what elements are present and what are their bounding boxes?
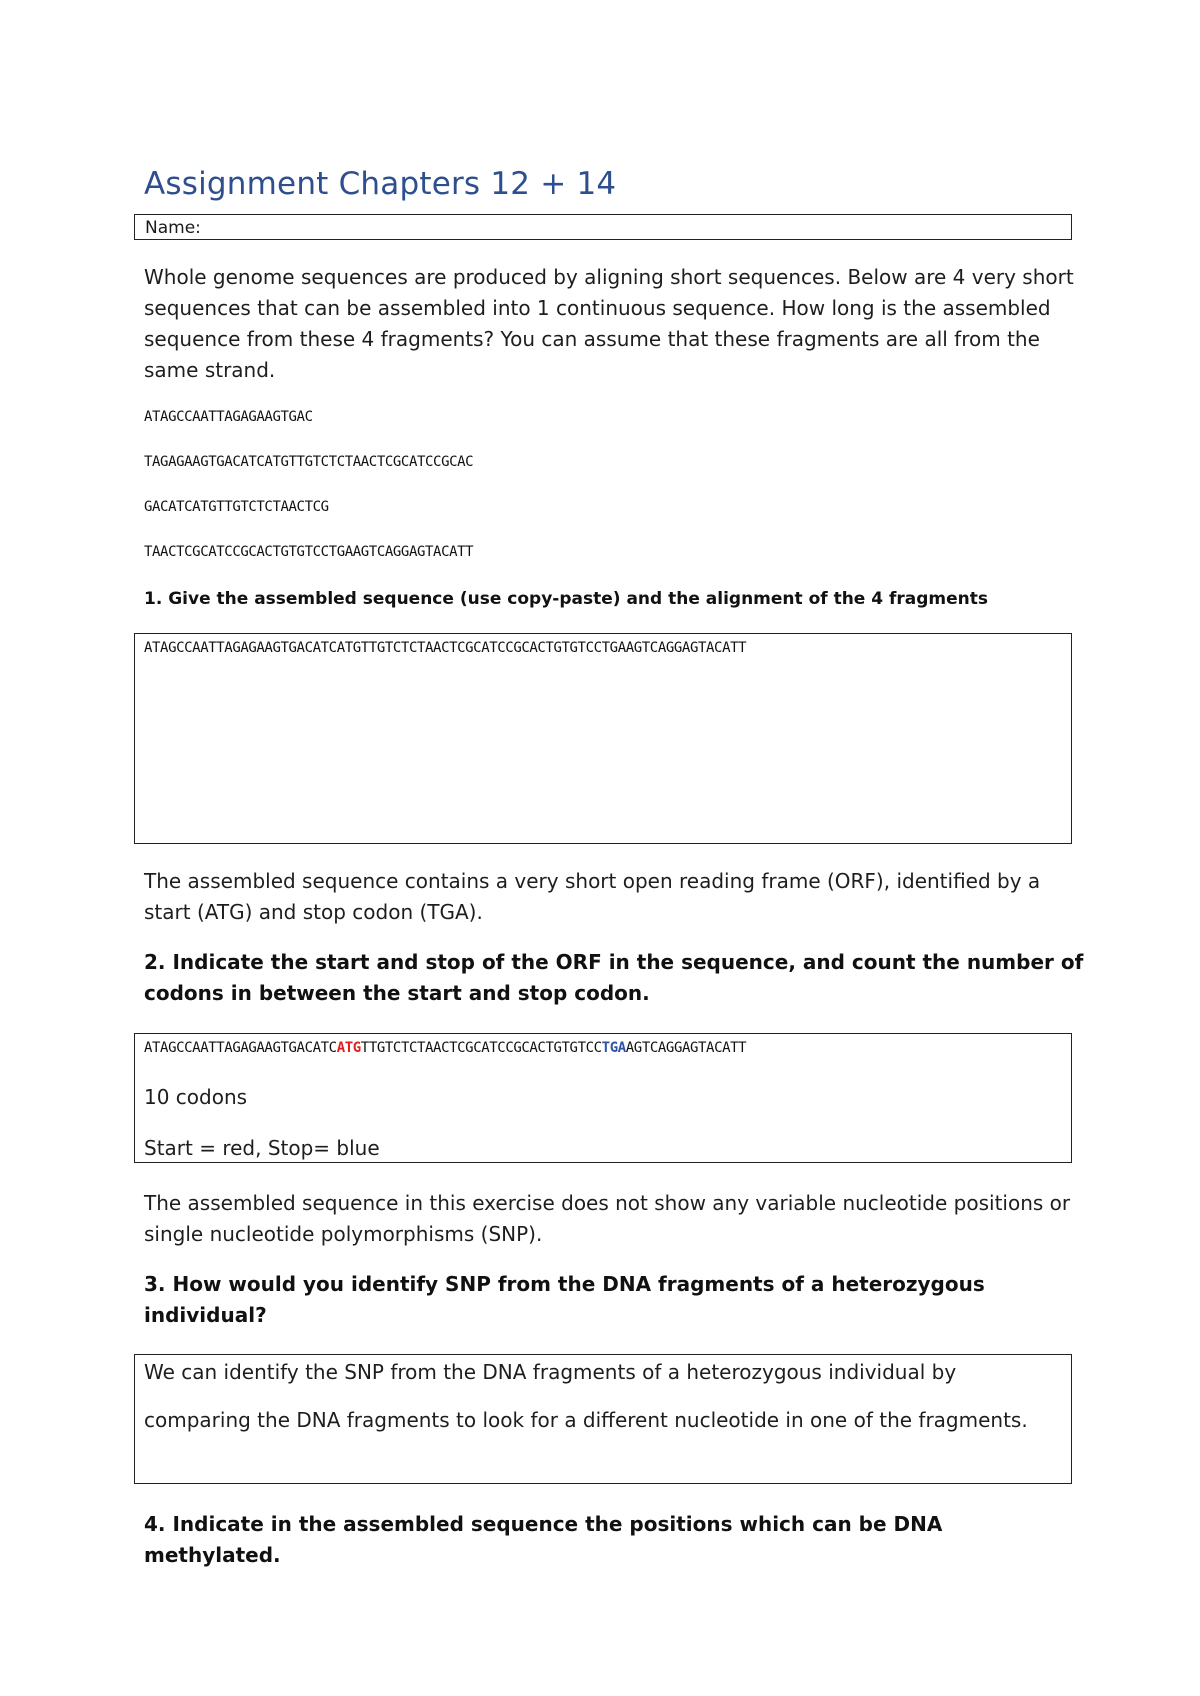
name-label: Name: [145, 218, 201, 238]
snp-paragraph: The assembled sequence in this exercise does not show any variable nucleotide positions or single nucleotide polymorphisms (SNP). [144, 1191, 1071, 1246]
fragment-2: TAGAGAAGTGACATCATGTTGTCTCTAACTCGCATCCGCAC [144, 454, 474, 470]
answer-3-line-2: comparing the DNA fragments to look for a different nucleotide in one of the fragments. [144, 1408, 1028, 1432]
question-2: 2. Indicate the start and stop of the ORF in the sequence, and count the number of codons in between the start and stop codon. [144, 950, 1084, 1005]
assembled-sequence: ATAGCCAATTAGAGAAGTGACATCATGTTGTCTCTAACTCGCATCCGCACTGTGTCCTGAAGTCAGGAGTACATT [144, 640, 747, 656]
question-1: 1. Give the assembled sequence (use copy-paste) and the alignment of the 4 fragments [144, 589, 988, 609]
answer-box-1[interactable] [134, 633, 1072, 844]
answer-box-3[interactable] [134, 1354, 1072, 1484]
name-field[interactable] [134, 214, 1072, 240]
codon-legend: Start = red, Stop= blue [144, 1136, 380, 1160]
orf-paragraph: The assembled sequence contains a very short open reading frame (ORF), identified by a start (ATG) and stop codon (TGA). [144, 869, 1041, 924]
seq-middle: TTGTCTCTAACTCGCATCCGCACTGTGTCC [360, 1040, 602, 1056]
question-4: 4. Indicate in the assembled sequence the positions which can be DNA methylated. [144, 1512, 943, 1567]
start-codon: ATG [336, 1040, 361, 1056]
codon-count: 10 codons [144, 1085, 248, 1109]
stop-codon: TGA [601, 1040, 626, 1056]
fragment-4: TAACTCGCATCCGCACTGTGTCCTGAAGTCAGGAGTACATT [144, 544, 474, 560]
fragment-3: GACATCATGTTGTCTCTAACTCG [144, 499, 329, 515]
intro-paragraph: Whole genome sequences are produced by aligning short sequences. Below are 4 very short sequences that can be assembled into 1 continuous sequence. How long is the assembled sequence from these 4 fragments? You can assume that these fragments are all from the same strand. [144, 265, 1074, 382]
answer-3-line-1: We can identify the SNP from the DNA fragments of a heterozygous individual by [144, 1360, 957, 1384]
seq-before: ATAGCCAATTAGAGAAGTGACATC [144, 1040, 337, 1056]
fragment-1: ATAGCCAATTAGAGAAGTGAC [144, 409, 313, 425]
page-title: Assignment Chapters 12 + 14 [144, 166, 617, 202]
question-3: 3. How would you identify SNP from the DNA fragments of a heterozygous individual? [144, 1272, 985, 1327]
orf-sequence [144, 1040, 746, 1056]
seq-after: AGTCAGGAGTACATT [625, 1040, 747, 1056]
answer-box-2[interactable] [134, 1033, 1072, 1163]
